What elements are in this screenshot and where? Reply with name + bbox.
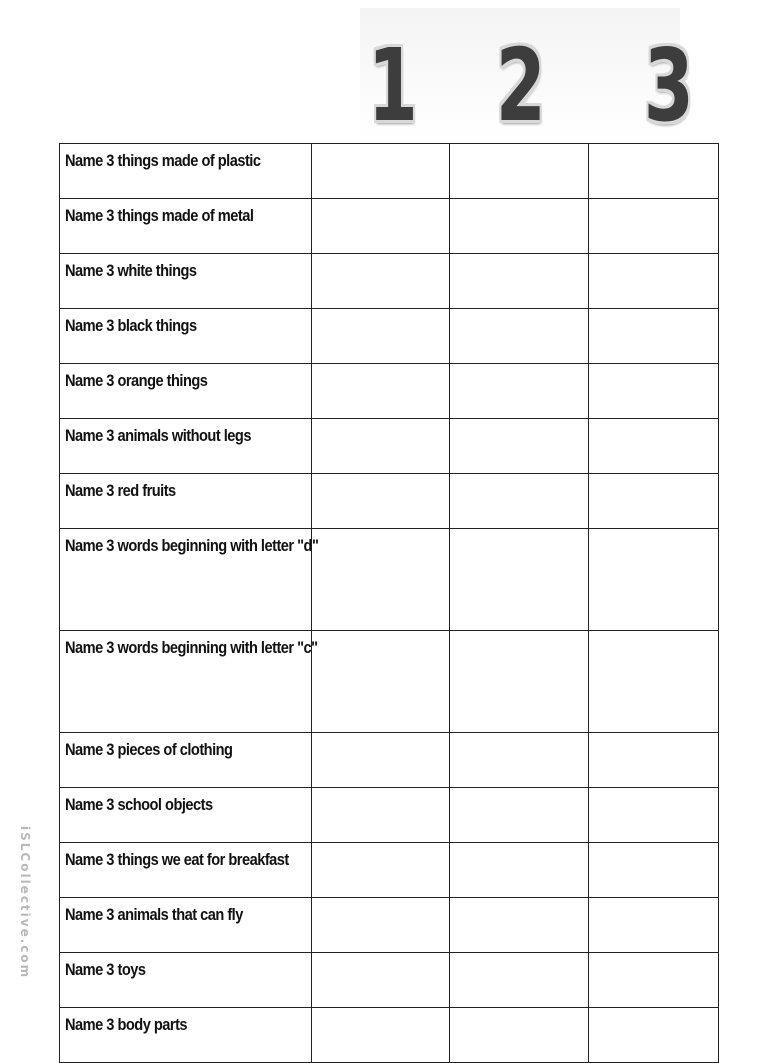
table-row bbox=[60, 199, 719, 254]
answer-cell-1[interactable] bbox=[312, 254, 450, 309]
table-row bbox=[60, 309, 719, 364]
answer-cell-2[interactable] bbox=[450, 788, 589, 843]
answer-cell-1[interactable] bbox=[312, 788, 450, 843]
answer-cell-2[interactable] bbox=[450, 364, 589, 419]
table-row bbox=[60, 529, 719, 631]
answer-cell-2[interactable] bbox=[450, 419, 589, 474]
answer-cell-3[interactable] bbox=[589, 788, 719, 843]
answer-cell-1[interactable] bbox=[312, 1008, 450, 1063]
answer-cell-1[interactable] bbox=[312, 843, 450, 898]
answer-cell-2[interactable] bbox=[450, 529, 589, 631]
answer-cell-3[interactable] bbox=[589, 254, 719, 309]
table-row bbox=[60, 953, 719, 1008]
prompt-text: Name 3 animals that can fly bbox=[65, 905, 243, 924]
table-row bbox=[60, 419, 719, 474]
answer-cell-3[interactable] bbox=[589, 631, 719, 733]
prompt-cell bbox=[60, 898, 312, 953]
prompt-cell bbox=[60, 1008, 312, 1063]
answer-cell-3[interactable] bbox=[589, 733, 719, 788]
prompt-cell bbox=[60, 419, 312, 474]
answer-cell-2[interactable] bbox=[450, 144, 589, 199]
answer-cell-3[interactable] bbox=[589, 898, 719, 953]
answer-cell-3[interactable] bbox=[589, 144, 719, 199]
answer-cell-1[interactable] bbox=[312, 631, 450, 733]
table-row bbox=[60, 843, 719, 898]
answer-cell-3[interactable] bbox=[589, 419, 719, 474]
answer-cell-3[interactable] bbox=[589, 1008, 719, 1063]
answer-cell-3[interactable] bbox=[589, 199, 719, 254]
prompt-cell bbox=[60, 529, 319, 631]
prompt-cell bbox=[60, 733, 312, 788]
table-row bbox=[60, 1008, 719, 1063]
prompt-text: Name 3 words beginning with letter "d" bbox=[65, 536, 319, 555]
prompt-cell bbox=[60, 254, 312, 309]
prompt-text: Name 3 toys bbox=[65, 960, 146, 979]
answer-cell-2[interactable] bbox=[450, 898, 589, 953]
answer-cell-2[interactable] bbox=[450, 733, 589, 788]
answer-cell-2[interactable] bbox=[450, 631, 589, 733]
answer-cell-1[interactable] bbox=[312, 199, 450, 254]
prompt-text: Name 3 pieces of clothing bbox=[65, 740, 233, 759]
table-row bbox=[60, 474, 719, 529]
prompt-cell bbox=[60, 953, 312, 1008]
answer-cell-3[interactable] bbox=[589, 364, 719, 419]
answer-cell-3[interactable] bbox=[589, 843, 719, 898]
answer-cell-1[interactable] bbox=[312, 309, 450, 364]
prompt-text: Name 3 black things bbox=[65, 316, 197, 335]
answer-cell-2[interactable] bbox=[450, 843, 589, 898]
answer-cell-3[interactable] bbox=[589, 953, 719, 1008]
column-number-1: 1 bbox=[367, 27, 418, 144]
answer-cell-2[interactable] bbox=[450, 199, 589, 254]
answer-cell-1[interactable] bbox=[312, 733, 450, 788]
table-row bbox=[60, 144, 719, 199]
prompt-text: Name 3 body parts bbox=[65, 1015, 188, 1034]
prompt-cell bbox=[60, 788, 312, 843]
table-row bbox=[60, 254, 719, 309]
table-row bbox=[60, 364, 719, 419]
answer-cell-2[interactable] bbox=[450, 953, 589, 1008]
prompt-cell bbox=[60, 144, 312, 199]
prompt-text: Name 3 orange things bbox=[65, 371, 208, 390]
prompt-text: Name 3 things made of metal bbox=[65, 206, 254, 225]
prompt-text: Name 3 things we eat for breakfast bbox=[65, 850, 289, 869]
prompt-cell bbox=[60, 309, 312, 364]
watermark: iSLCollective.com bbox=[18, 826, 32, 980]
answer-cell-2[interactable] bbox=[450, 309, 589, 364]
answer-cell-1[interactable] bbox=[312, 898, 450, 953]
prompt-cell bbox=[60, 631, 318, 733]
answer-cell-3[interactable] bbox=[589, 309, 719, 364]
answer-cell-1[interactable] bbox=[312, 474, 450, 529]
answer-cell-1[interactable] bbox=[312, 529, 450, 631]
answer-cell-2[interactable] bbox=[450, 254, 589, 309]
worksheet-table bbox=[59, 143, 719, 1063]
prompt-cell bbox=[60, 199, 312, 254]
column-number-3: 3 bbox=[643, 27, 694, 144]
prompt-cell bbox=[60, 364, 312, 419]
prompt-text: Name 3 animals without legs bbox=[65, 426, 251, 445]
prompt-cell bbox=[60, 474, 312, 529]
prompt-text: Name 3 white things bbox=[65, 261, 197, 280]
prompt-text: Name 3 school objects bbox=[65, 795, 213, 814]
prompt-text: Name 3 words beginning with letter "c" bbox=[65, 638, 318, 657]
prompt-text: Name 3 things made of plastic bbox=[65, 151, 261, 170]
answer-cell-3[interactable] bbox=[589, 529, 719, 631]
prompt-cell bbox=[60, 843, 312, 898]
table-row bbox=[60, 631, 719, 733]
answer-cell-2[interactable] bbox=[450, 474, 589, 529]
prompt-text: Name 3 red fruits bbox=[65, 481, 176, 500]
table-row bbox=[60, 733, 719, 788]
answer-cell-2[interactable] bbox=[450, 1008, 589, 1063]
answer-cell-1[interactable] bbox=[312, 953, 450, 1008]
answer-cell-1[interactable] bbox=[312, 364, 450, 419]
answer-cell-1[interactable] bbox=[312, 144, 450, 199]
column-number-2: 2 bbox=[495, 27, 546, 144]
table-row bbox=[60, 788, 719, 843]
answer-cell-3[interactable] bbox=[589, 474, 719, 529]
table-row bbox=[60, 898, 719, 953]
answer-cell-1[interactable] bbox=[312, 419, 450, 474]
